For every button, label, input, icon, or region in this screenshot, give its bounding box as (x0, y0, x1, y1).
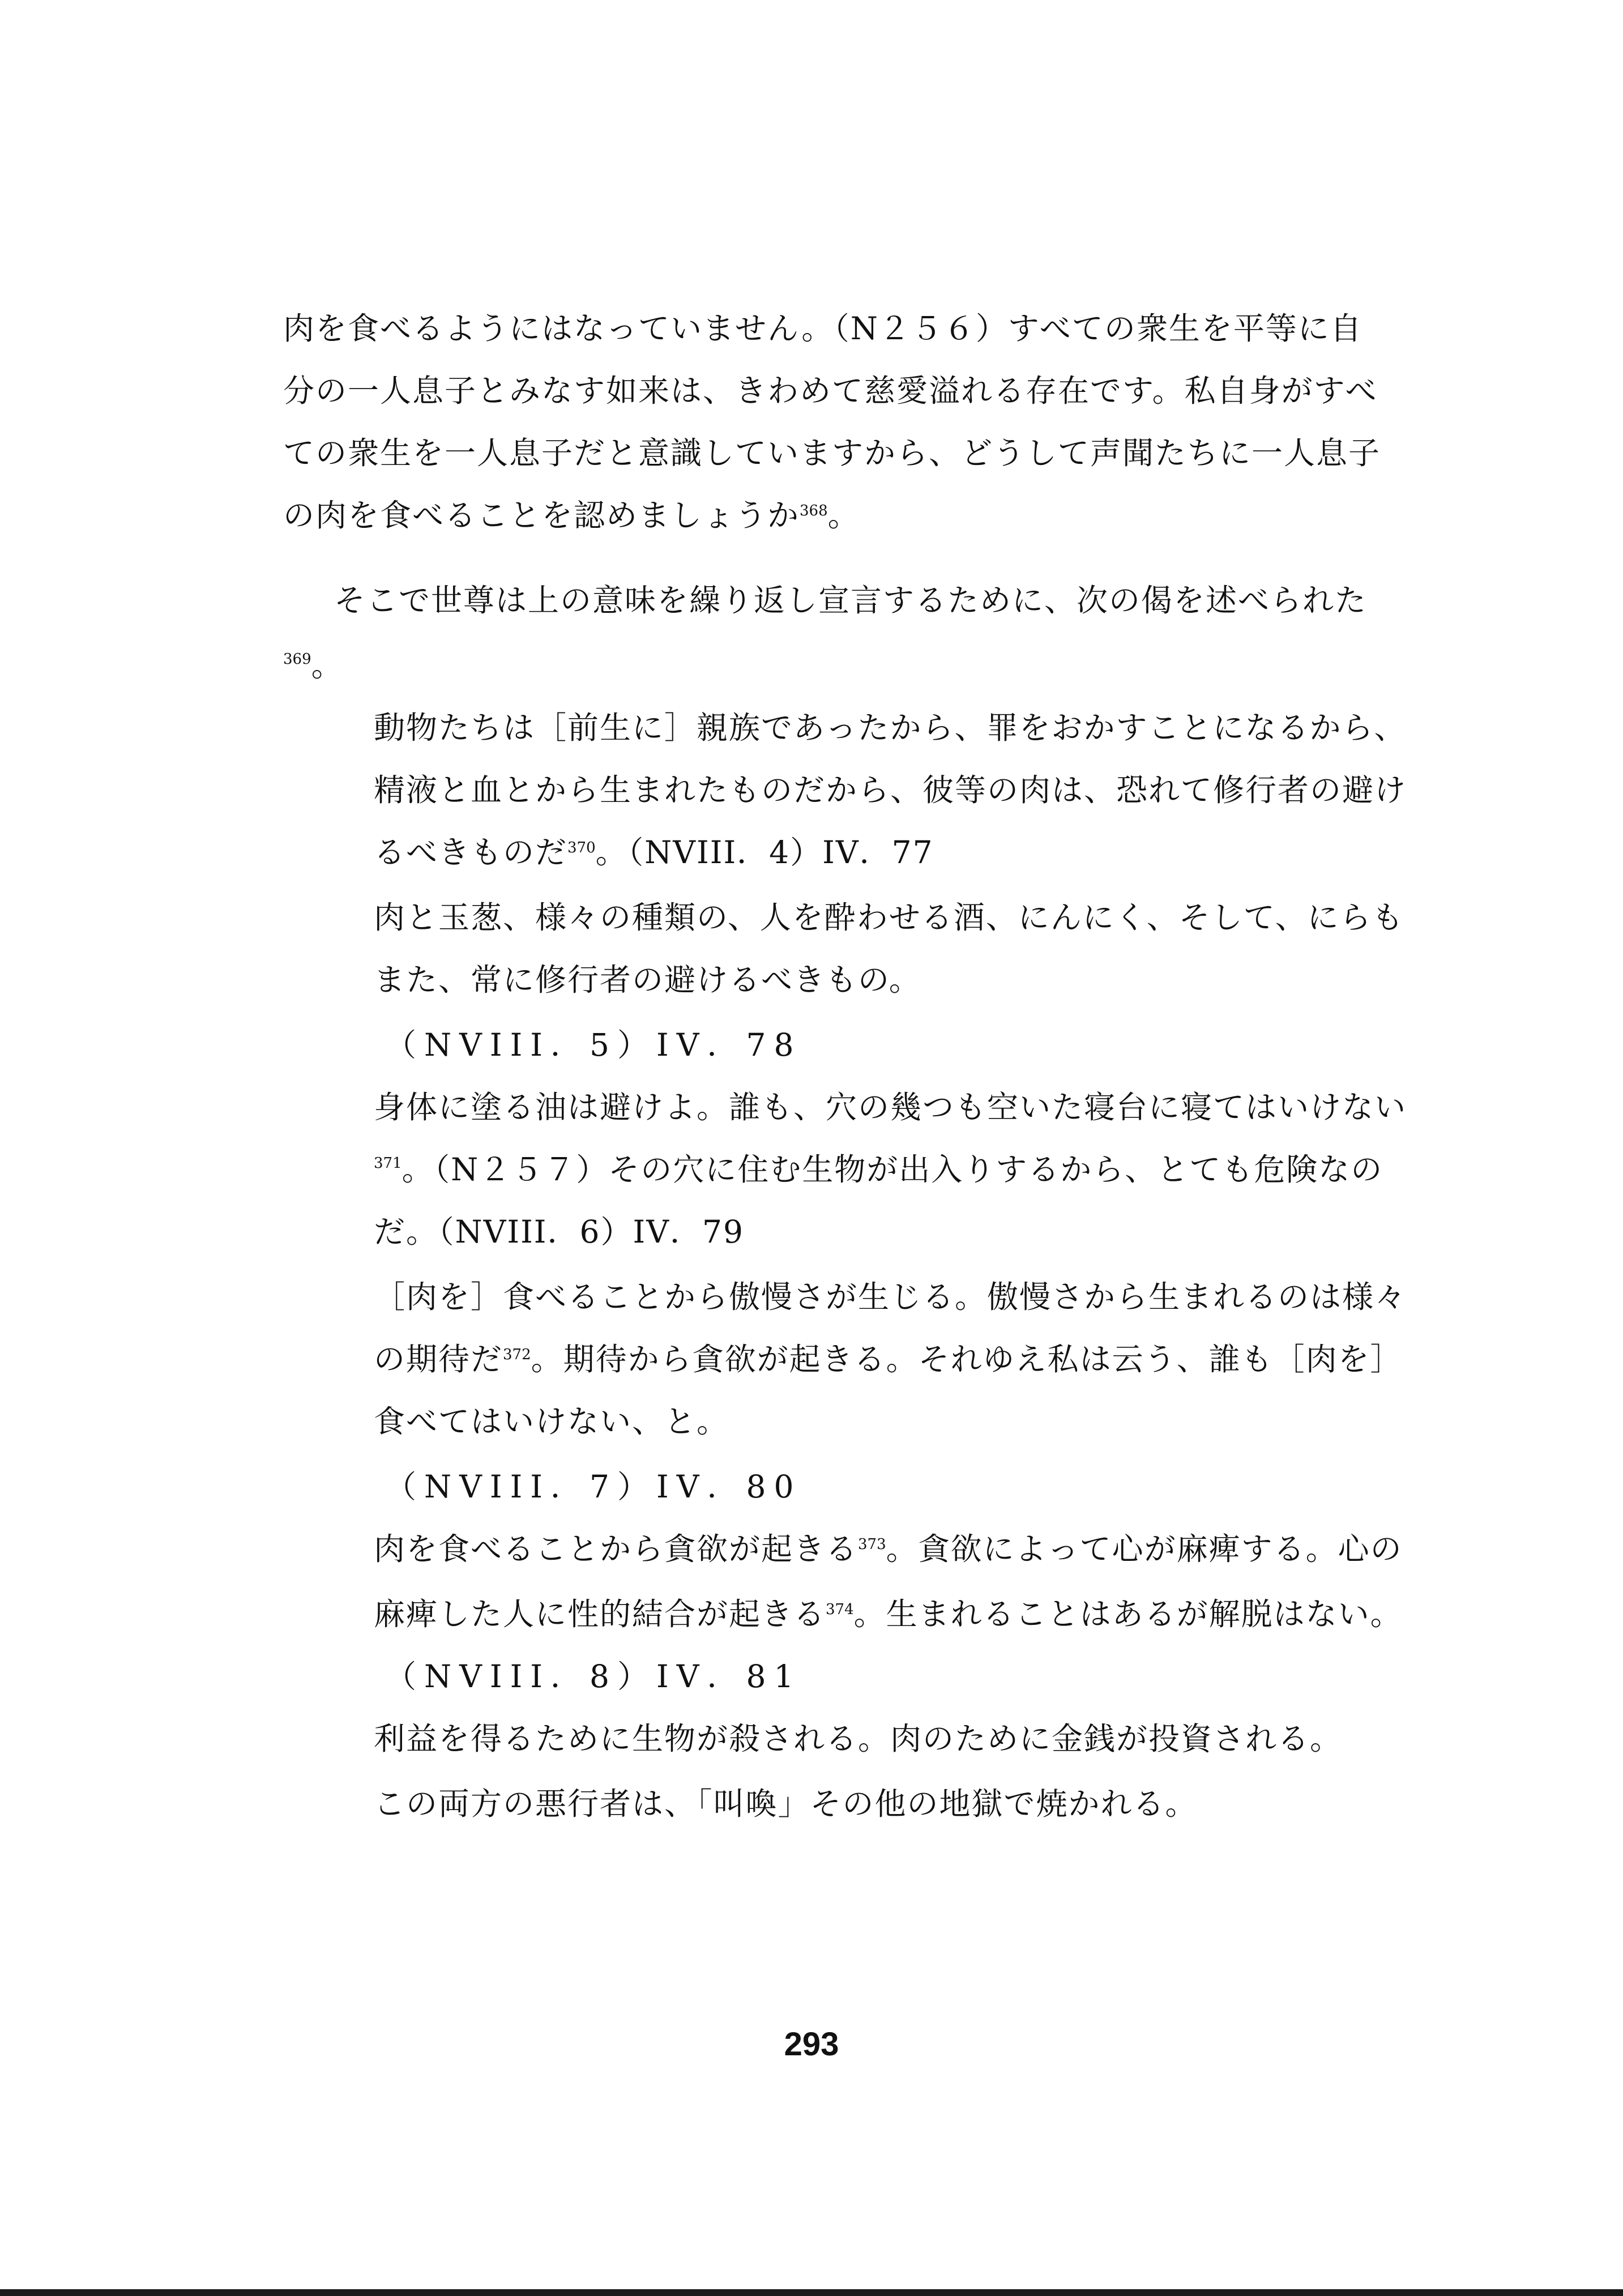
paragraph-1-line-4-text: の肉を食べることを認めましょうか (283, 497, 800, 534)
verse-77-line-1: 動物たちは［前生に］親族であったから、罪をおかすことになるから、 (374, 710, 1407, 746)
paragraph-1-end: 。 (827, 497, 860, 534)
verse-80-line-1: ［肉を］食べることから傲慢さが生じる。傲慢さから生まれるのは様々 (374, 1279, 1407, 1315)
verse-79-line-3: だ。（NVIII．6）IV．79 (374, 1214, 744, 1250)
paragraph-2-end: 。 (311, 647, 343, 684)
verse-78-line-1: 肉と玉葱、様々の種類の、人を酔わせる酒、にんにく、そして、にらも (374, 899, 1404, 936)
footnote-ref-371: 371 (374, 1155, 402, 1172)
verse-77-reference: 。（NVIII．4）IV．77 (595, 834, 934, 870)
verse-80-line-2-text-a: の期待だ (374, 1341, 503, 1377)
paragraph-1-line-3: ての衆生を一人息子だと意識していますから、どうして声聞たちに一人息子 (283, 435, 1381, 471)
verse-80-line-2 (374, 1339, 1403, 1379)
paragraph-1-line-2: 分の一人息子とみなす如来は、きわめて慈愛溢れる存在です。私自身がすべ (283, 373, 1378, 409)
verse-79-line-1: 身体に塗る油は避けよ。誰も、穴の幾つも空いた寝台に寝てはいけない (374, 1089, 1407, 1125)
verse-78-line-2: また、常に修行者の避けるべきもの。 (374, 962, 921, 998)
paragraph-2-line-2 (283, 646, 343, 692)
footnote-ref-373: 373 (858, 1536, 886, 1553)
verse-81-line-2 (374, 1594, 1403, 1634)
verse-79-line-2 (374, 1150, 1383, 1196)
scan-bottom-edge (0, 2289, 1623, 2296)
verse-80-line-3: 食べてはいけない、と。 (374, 1403, 729, 1440)
verse-81-line-1-text-b: 。貪欲によって心が麻痺する。心の (886, 1531, 1403, 1567)
paragraph-1-line-4 (283, 496, 860, 535)
page-number: 293 (784, 2026, 839, 2063)
verse-81-line-1-text-a: 肉を食べることから貪欲が起きる (374, 1531, 859, 1567)
verse-81-reference: （NVIII．8）IV．81 (385, 1658, 802, 1695)
footnote-ref-369: 369 (283, 651, 311, 668)
verse-77-line-2: 精液と血とから生まれたものだから、彼等の肉は、恐れて修行者の避け (374, 772, 1407, 808)
verse-82-line-2: この両方の悪行者は、「叫喚」その他の地獄で焼かれる。 (374, 1786, 1198, 1822)
verse-80-reference: （NVIII．7）IV．80 (385, 1469, 802, 1505)
footnote-ref-368: 368 (800, 502, 828, 519)
footnote-ref-370: 370 (567, 839, 596, 856)
verse-81-line-2-text-b: 。生まれることはあるが解脱はない。 (853, 1596, 1403, 1632)
footnote-ref-372: 372 (503, 1346, 531, 1363)
footnote-ref-374: 374 (826, 1601, 854, 1618)
paragraph-2-line-1: そこで世尊は上の意味を繰り返し宣言するために、次の偈を述べられた (334, 582, 1368, 618)
verse-81-line-1 (374, 1529, 1403, 1569)
paragraph-1-line-1: 肉を食べるようにはなっていません。（N２５６）すべての衆生を平等に自 (283, 310, 1363, 347)
verse-80-line-2-text-b: 。期待から貪欲が起きる。それゆえ私は云う、誰も［肉を］ (531, 1341, 1403, 1377)
verse-79-line-2-text: 。（N２５７）その穴に住む生物が出入りするから、とても危険なの (402, 1151, 1383, 1188)
verse-77-line-3 (374, 833, 934, 872)
verse-77-line-3-text: るべきものだ (374, 834, 568, 870)
verse-81-line-2-text-a: 麻痺した人に性的結合が起きる (374, 1596, 826, 1632)
verse-78-reference: （NVIII．5）IV．78 (385, 1027, 802, 1063)
verse-82-line-1: 利益を得るために生物が殺される。肉のために金銭が投資される。 (374, 1721, 1343, 1757)
